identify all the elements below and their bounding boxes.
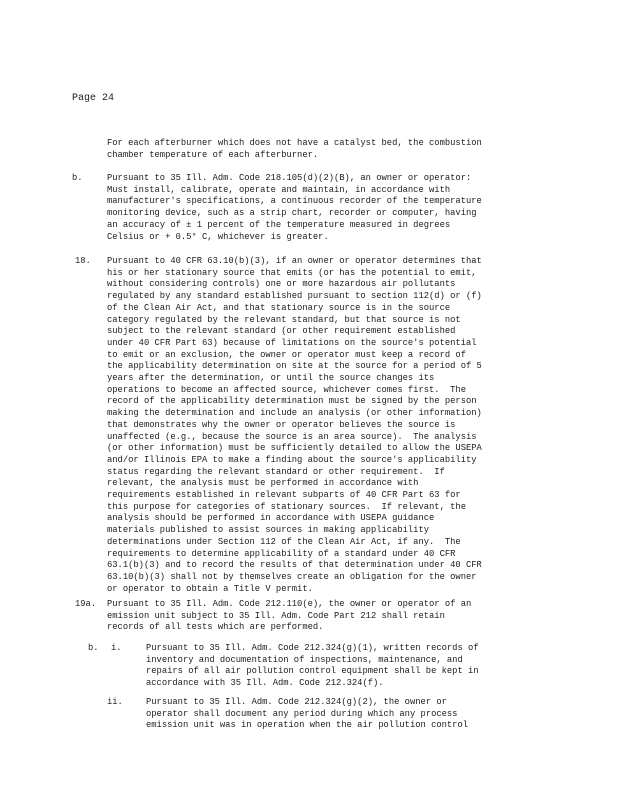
item-submarker-i: i. <box>111 643 122 653</box>
text-line: record of the applicability determination must be signed by the person <box>107 396 477 407</box>
text-line: regulated by any standard established pursuant to section 112(d) or (f) <box>107 291 482 302</box>
text-line: relevant, the analysis must be performed in accordance with <box>107 478 419 489</box>
text-line: to emit or an exclusion, the owner or operator must keep a record of <box>107 349 466 360</box>
text-line: analysis should be performed in accordance with USEPA guidance <box>107 513 435 524</box>
page-number: Page 24 <box>72 93 115 104</box>
text-line: Pursuant to 40 CFR 63.10(b)(3), if an owner or operator determines that <box>107 256 482 266</box>
paragraph-b-ii-operation-periods <box>146 697 468 732</box>
text-line: category regulated by the relevant standard, but that source is not <box>107 314 461 325</box>
paragraph-18-applicability-determination <box>107 256 482 595</box>
text-line: unaffected (e.g., because the source is an area source). The analysis <box>107 431 477 442</box>
text-line: his or her stationary source that emits (or has the potential to emit, <box>107 267 477 278</box>
text-line: emission unit was in operation when the air pollution control <box>146 720 469 731</box>
text-line: without considering controls) one or more hazardous air pollutants <box>107 279 456 290</box>
text-line: operator shall document any period during which any process <box>146 708 458 719</box>
paragraph-b-temperature-recorder <box>107 173 482 243</box>
text-line: subject to the relevant standard (or other requirement established <box>107 326 456 337</box>
item-marker-b: b. <box>88 643 99 653</box>
text-line: the applicability determination on site at the source for a period of 5 <box>107 361 482 372</box>
text-line: materials published to assist sources in making applicability <box>107 525 430 536</box>
text-line: Must install, calibrate, operate and maintain, in accordance with <box>107 184 451 195</box>
text-line: years after the determination, or until the source changes its <box>107 373 435 384</box>
paragraph-afterburner-continuation <box>107 138 482 161</box>
text-line: accordance with 35 Ill. Adm. Code 212.324(f). <box>146 678 384 689</box>
text-line: of the Clean Air Act, and that stationary source is in the source <box>107 302 451 313</box>
item-submarker-ii: ii. <box>107 697 123 707</box>
text-line: an accuracy of ± 1 percent of the temperature measured in degrees <box>107 219 451 230</box>
item-marker-19a: 19a. <box>75 599 97 609</box>
paragraph-19a-test-records <box>107 599 471 634</box>
text-line: Pursuant to 35 Ill. Adm. Code 212.110(e), the owner or operator of an <box>107 599 472 609</box>
text-line: requirements established in relevant subparts of 40 CFR Part 63 for <box>107 490 461 501</box>
text-line: determinations under Section 112 of the Clean Air Act, if any. The <box>107 536 461 547</box>
text-line: repairs of all air pollution control equipment shall be kept in <box>146 666 479 677</box>
text-line: 63.10(b)(3) shall not by themselves create an obligation for the owner <box>107 571 477 582</box>
text-line: (or other information) must be sufficiently detailed to allow the USEPA <box>107 443 482 454</box>
text-line: that demonstrates why the owner or operator believes the source is <box>107 419 456 430</box>
text-line: manufacturer's specifications, a continuous recorder of the temperature <box>107 196 482 207</box>
text-line: 63.1(b)(3) and to record the results of that determination under 40 CFR <box>107 560 482 571</box>
text-line: inventory and documentation of inspections, maintenance, and <box>146 654 463 665</box>
text-line: operations to become an affected source, whichever comes first. The <box>107 384 466 395</box>
text-line: requirements to determine applicability of a standard under 40 CFR <box>107 548 456 559</box>
text-line: Celsius or + 0.5° C, whichever is greater. <box>107 231 329 242</box>
text-line: and/or Illinois EPA to make a finding about the source's applicability <box>107 454 477 465</box>
text-line: Pursuant to 35 Ill. Adm. Code 218.105(d)(2)(B), an owner or operator: <box>107 173 472 183</box>
text-line: Pursuant to 35 Ill. Adm. Code 212.324(g)(2), the owner or <box>146 697 447 707</box>
item-marker-b: b. <box>72 173 83 183</box>
item-marker-18: 18. <box>75 256 91 266</box>
text-line: monitoring device, such as a strip chart, recorder or computer, having <box>107 208 477 219</box>
text-line: chamber temperature of each afterburner. <box>107 149 319 160</box>
paragraph-b-i-inspection-records <box>146 643 479 690</box>
text-line: emission unit subject to 35 Ill. Adm. Code Part 212 shall retain <box>107 610 445 621</box>
text-line: For each afterburner which does not have a catalyst bed, the combustion <box>107 138 482 148</box>
text-line: under 40 CFR Part 63) because of limitations on the source's potential <box>107 337 477 348</box>
text-line: this purpose for categories of stationary sources. If relevant, the <box>107 501 466 512</box>
text-line: or operator to obtain a Title V permit. <box>107 583 313 594</box>
text-line: status regarding the relevant standard or other requirement. If <box>107 466 445 477</box>
text-line: Pursuant to 35 Ill. Adm. Code 212.324(g)(1), written records of <box>146 643 479 653</box>
text-line: making the determination and include an analysis (or other information) <box>107 408 482 419</box>
text-line: records of all tests which are performed. <box>107 622 324 633</box>
